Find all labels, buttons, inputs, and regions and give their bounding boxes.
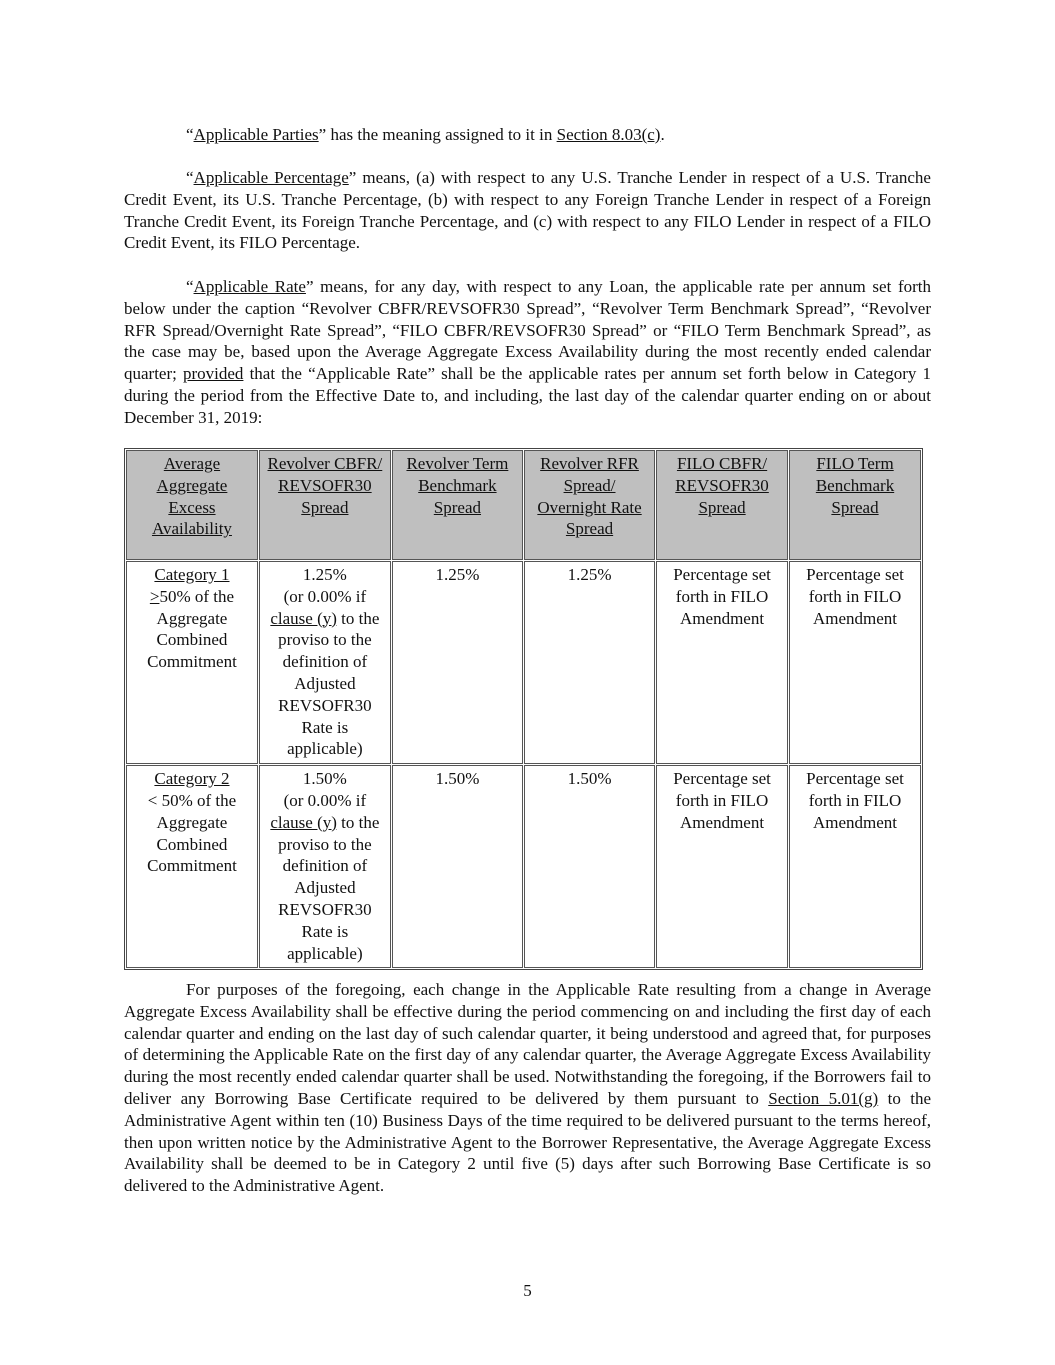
table-header-row [126, 450, 921, 560]
category-cell [126, 765, 258, 968]
open-quote: “ [186, 277, 194, 296]
definition-text: ” means, (a) with respect to any U.S. Tranche Lender in respect of a U.S. Tranche Credit Event, its U.S. Tranche Percentage, (b) with respect to any Foreign Tranche Lender in respect of a Foreign Tranche Credit Event, its Foreign Tranche Percentage, and (c) with respect to any FILO Lender in respect of a FILO Credit Event, its FILO Percentage. [124, 168, 931, 253]
paragraph-text: For purposes of the foregoing, each change in the Applicable Rate resulting from a change in Average Aggregate Excess Availability shall be effective during the period commencing on and including the first day of each calendar quarter and ending on the last day of such calendar quarter, it being understood and agreed that, for purposes of determining the Applicable Rate on the first day of any calendar quarter, the Average Aggregate Excess Availability during the most recently ended calendar quarter shall be used. Notwithstanding the foregoing, if the Borrowers fail to deliver any Borrowing Base Certificate required to be delivered by them pursuant to [124, 980, 931, 1108]
rate-value: 1.25% [567, 565, 612, 584]
definition-text: ” has the meaning assigned to it in [318, 125, 557, 144]
clause-reference: clause (y) [270, 812, 337, 832]
rate-value: Percentage set forth in FILO Amendment [673, 565, 771, 628]
applicable-rate-table [124, 448, 923, 970]
open-quote: “ [186, 125, 194, 144]
defined-term: Applicable Percentage [193, 168, 349, 187]
rate-note: to the proviso to the definition of Adjusted REVSOFR30 Rate is applicable) [278, 608, 380, 759]
definition-applicable-parties [124, 124, 931, 146]
revolver-term-cell [392, 561, 523, 764]
table-row [126, 561, 921, 764]
page-number: 5 [523, 1281, 532, 1300]
section-reference: Section 8.03(c) [556, 125, 661, 144]
rate-note: (or 0.00% if [283, 586, 367, 606]
threshold-text: 50% of the Aggregate Combined Commitment [147, 790, 237, 876]
header-filo-cbfr-spread: FILO CBFR/ REVSOFR30 Spread [656, 450, 788, 560]
rate-value: Percentage set forth in FILO Amendment [673, 769, 771, 832]
open-quote: “ [186, 168, 194, 187]
revolver-rfr-cell [524, 765, 655, 968]
rate-value: 1.50% [567, 769, 612, 789]
defined-term: Applicable Rate [193, 277, 306, 296]
definition-text: . [660, 125, 665, 144]
revolver-term-cell [392, 765, 523, 968]
revolver-cbfr-cell [259, 561, 391, 764]
clause-reference: clause (y) [270, 608, 337, 628]
header-filo-term-benchmark-spread: FILO Term Benchmark Spread [789, 450, 921, 560]
rate-note: (or 0.00% if [283, 790, 367, 810]
filo-cbfr-cell [656, 561, 788, 764]
rate-value: 1.25% [302, 565, 347, 584]
threshold-symbol: < [147, 790, 158, 810]
category-cell [126, 561, 258, 764]
revolver-cbfr-cell [259, 765, 391, 968]
section-reference: Section 5.01(g) [768, 1088, 879, 1108]
applicable-rate-adjustment-paragraph [124, 979, 931, 1197]
threshold-symbol: > [149, 586, 160, 606]
header-revolver-term-benchmark-spread: Revolver Term Benchmark Spread [392, 450, 523, 560]
provided-term: provided [183, 364, 244, 384]
definition-text: ” means, for any day, with respect to any Loan, the applicable rate per annum set forth below under the caption “Revolver CBFR/REVSOFR30 Spread”, “Revolver Term Benchmark Spread”, “Revolver RFR Spread/Overnight Rate Spread”, “FILO CBFR/REVSOFR30 Spread” or “FILO Term Benchmark Spread”, as the case may be, based upon the Average Aggregate Excess Availability during the most recently ended calendar quarter; [124, 277, 931, 384]
header-revolver-rfr-spread: Revolver RFR Spread/ Overnight Rate Spread [524, 450, 655, 560]
definition-text: that the “Applicable Rate” shall be the applicable rates per annum set forth below in Category 1 during the period from the Effective Date to, and including, the last day of the calendar quarter ending on or about December 31, 2019: [124, 364, 932, 427]
defined-term: Applicable Parties [193, 125, 319, 144]
header-average-aggregate-excess-availability: Average Aggregate Excess Availability [126, 450, 258, 560]
definition-applicable-rate [124, 276, 931, 429]
rate-note: to the proviso to the definition of Adjusted REVSOFR30 Rate is applicable) [278, 812, 380, 963]
rate-value: Percentage set forth in FILO Amendment [806, 565, 904, 628]
rate-value: 1.50% [435, 769, 480, 789]
filo-cbfr-cell [656, 765, 788, 968]
filo-term-cell [789, 765, 921, 968]
rate-value: 1.50% [302, 769, 347, 789]
definition-applicable-percentage [124, 167, 931, 254]
rate-value: Percentage set forth in FILO Amendment [806, 769, 904, 832]
table-row [126, 765, 921, 968]
threshold-text: 50% of the Aggregate Combined Commitment [147, 586, 237, 672]
category-label: Category 2 [154, 769, 230, 789]
rate-value: 1.25% [435, 565, 480, 584]
paragraph-text: to the Administrative Agent within ten (10) Business Days of the time required to be delivered pursuant to the terms hereof, then upon written notice by the Administrative Agent to the Borrower Representative, the Average Aggregate Excess Availability shall be deemed to be in Category 2 until five (5) days after such Borrowing Base Certificate is so delivered to the Administrative Agent. [124, 1088, 931, 1196]
filo-term-cell [789, 561, 921, 764]
header-revolver-cbfr-spread: Revolver CBFR/ REVSOFR30 Spread [259, 450, 391, 560]
revolver-rfr-cell [524, 561, 655, 764]
category-label: Category 1 [154, 565, 230, 584]
